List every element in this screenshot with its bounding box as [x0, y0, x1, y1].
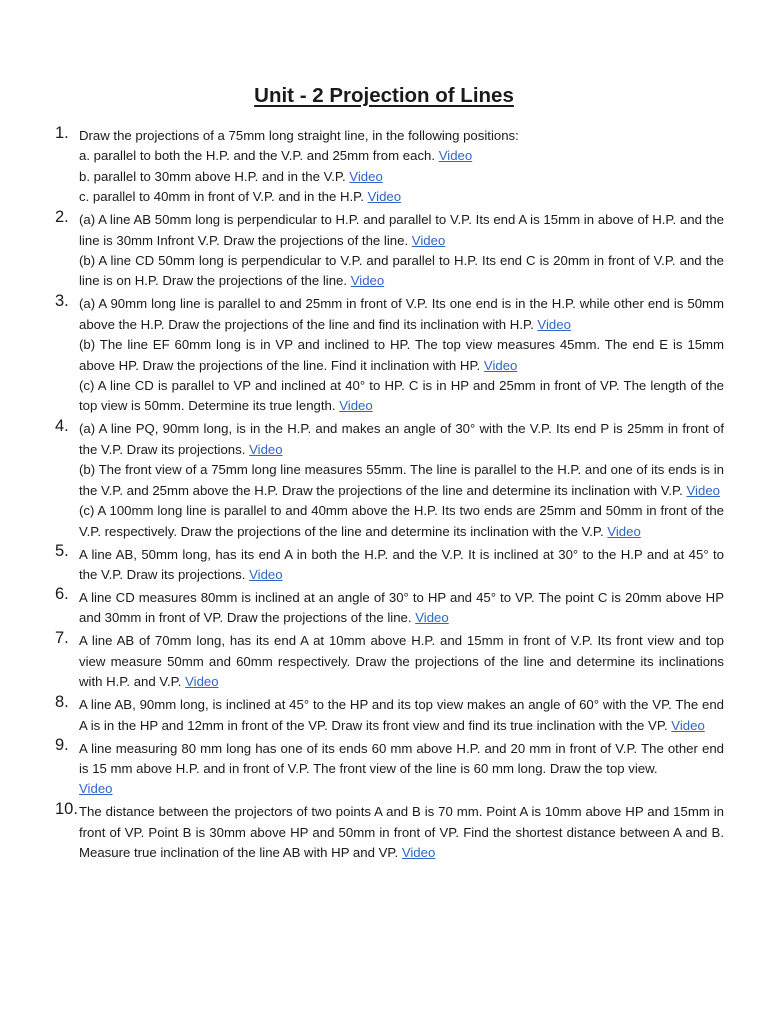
question-text-content: (c) A line CD is parallel to VP and inclined at 40° to HP. C is in HP and 25mm in front of VP. The length of the top view is 50mm. Determine its true length.	[79, 378, 724, 414]
question-number: 6.	[55, 585, 69, 604]
question-number: 4.	[55, 416, 69, 435]
question-text	[79, 588, 724, 629]
question-number: 1.	[55, 123, 69, 142]
question-text	[79, 187, 724, 207]
question-text	[79, 251, 724, 292]
question-text-content: (a) A 90mm long line is parallel to and 25mm in front of V.P. Its one end is in the H.P. while other end is 50mm above the H.P. Draw the projections of the line and find its inclination with H.P.	[79, 296, 724, 332]
question-number: 2.	[55, 207, 69, 226]
question-text-content: (b) A line CD 50mm long is perpendicular to V.P. and parallel to H.P. Its end C is 20mm in front of V.P. and the line is on H.P. Draw the projections of the line.	[79, 253, 724, 289]
question-text-content: (a) A line AB 50mm long is perpendicular to H.P. and parallel to V.P. Its end A is 15mm in above of H.P. and the line is 30mm Infront V.P. Draw the projections of the line.	[79, 212, 724, 248]
video-link[interactable]: Video	[438, 148, 473, 164]
question-text-content: b. parallel to 30mm above H.P. and in the V.P.	[79, 168, 346, 184]
video-link[interactable]: Video	[339, 398, 373, 414]
question-item	[52, 207, 724, 292]
question-text	[79, 695, 724, 736]
question-text-content: (a) A line PQ, 90mm long, is in the H.P. and makes an angle of 30° with the V.P. Its end P is 25mm in front of the V.P. Draw its projections.	[79, 421, 724, 457]
question-number: 3.	[55, 291, 69, 310]
question-text-content: A line AB of 70mm long, has its end A at 10mm above H.P. and 15mm in front of V.P. Its front view and top view measure 50mm and 60mm respectively. Draw the projections of the line and determine its inclinations with H.P. and V.P.	[79, 633, 724, 690]
question-number: 10.	[55, 799, 78, 818]
question-text	[79, 376, 724, 417]
question-text	[79, 419, 724, 460]
question-item	[52, 799, 724, 863]
question-text	[79, 335, 724, 376]
video-link[interactable]: Video	[349, 168, 383, 184]
question-text	[79, 294, 724, 335]
question-item	[52, 291, 724, 416]
video-link[interactable]: Video	[185, 674, 219, 690]
video-link[interactable]: Video	[249, 441, 283, 457]
video-link[interactable]: Video	[350, 273, 385, 289]
question-text-content: a. parallel to both the H.P. and the V.P. and 25mm from each.	[79, 148, 436, 164]
question-item	[52, 628, 724, 692]
page-title: Unit - 2 Projection of Lines	[254, 84, 514, 107]
question-item	[52, 585, 724, 629]
question-number: 8.	[55, 692, 69, 711]
video-link[interactable]: Video	[79, 781, 113, 797]
question-text	[79, 501, 724, 542]
video-link[interactable]: Video	[607, 523, 641, 539]
video-link[interactable]: Video	[686, 482, 720, 498]
question-text	[79, 210, 724, 251]
question-text	[79, 460, 724, 501]
question-item	[52, 123, 724, 208]
question-text-content: Draw the projections of a 75mm long straight line, in the following positions:	[79, 128, 519, 143]
question-text	[79, 802, 724, 863]
question-number: 5.	[55, 542, 69, 560]
question-text	[79, 545, 724, 586]
question-item	[52, 416, 724, 541]
question-text	[79, 146, 724, 166]
question-item	[52, 542, 724, 586]
video-link[interactable]: Video	[415, 610, 449, 626]
question-list	[52, 123, 724, 866]
question-number: 9.	[55, 736, 69, 755]
video-link[interactable]: Video	[401, 845, 436, 861]
question-item	[52, 736, 724, 800]
question-text-content: c. parallel to 40mm in front of V.P. and in the H.P.	[79, 189, 364, 205]
video-link[interactable]: Video	[537, 316, 571, 332]
question-text	[79, 167, 724, 187]
question-text-content: (b) The line EF 60mm long is in VP and inclined to HP. The top view measures 45mm. The end E is 15mm above HP. Draw the projections of the line. Find it inclination with HP.	[79, 337, 724, 373]
question-text-content: A line AB, 90mm long, is inclined at 45° to the HP and its top view makes an angle of 60° with the VP. The end A is in the HP and 12mm in front of the VP. Draw its front view and find its true inclination with the VP.	[79, 697, 724, 733]
question-text-content: (c) A 100mm long line is parallel to and 40mm above the H.P. Its two ends are 25mm and 50mm in front of the V.P. respectively. Draw the projections of the line and determine its inclination with the V.P.	[79, 503, 724, 539]
question-text-content: The distance between the projectors of two points A and B is 70 mm. Point A is 10mm above HP and 15mm in front of VP. Point B is 30mm above HP and 50mm in front of VP. Find the shortest distance between A and B. Measure true inclination of the line AB with HP and VP.	[79, 804, 724, 861]
question-text-content: (b) The front view of a 75mm long line measures 55mm. The line is parallel to the H.P. and one of its ends is in the V.P. and 25mm above the H.P. Draw the projections of the line and determine its inclination with V.P.	[79, 462, 724, 498]
question-text	[79, 739, 724, 800]
video-link[interactable]: Video	[483, 357, 518, 373]
question-text-content: A line measuring 80 mm long has one of its ends 60 mm above H.P. and 20 mm in front of V.P. The other end is 15 mm above H.P. and in front of V.P. The front view of the line is 60 mm long. Draw the top view.	[79, 740, 724, 776]
question-text	[79, 126, 724, 146]
question-item	[52, 692, 724, 736]
video-link[interactable]: Video	[367, 189, 402, 205]
video-link[interactable]: Video	[671, 717, 705, 733]
question-text	[79, 631, 724, 692]
question-text-content: A line AB, 50mm long, has its end A in both the H.P. and the V.P. It is inclined at 30° to the H.P and at 45° to the V.P. Draw its projections.	[79, 546, 724, 582]
question-text-content: A line CD measures 80mm is inclined at an angle of 30° to HP and 45° to VP. The point C is 20mm above HP and 30mm in front of VP. Draw the projections of the line.	[79, 589, 724, 626]
video-link[interactable]: Video	[411, 232, 446, 248]
question-number: 7.	[55, 628, 69, 647]
video-link[interactable]: Video	[249, 566, 283, 582]
